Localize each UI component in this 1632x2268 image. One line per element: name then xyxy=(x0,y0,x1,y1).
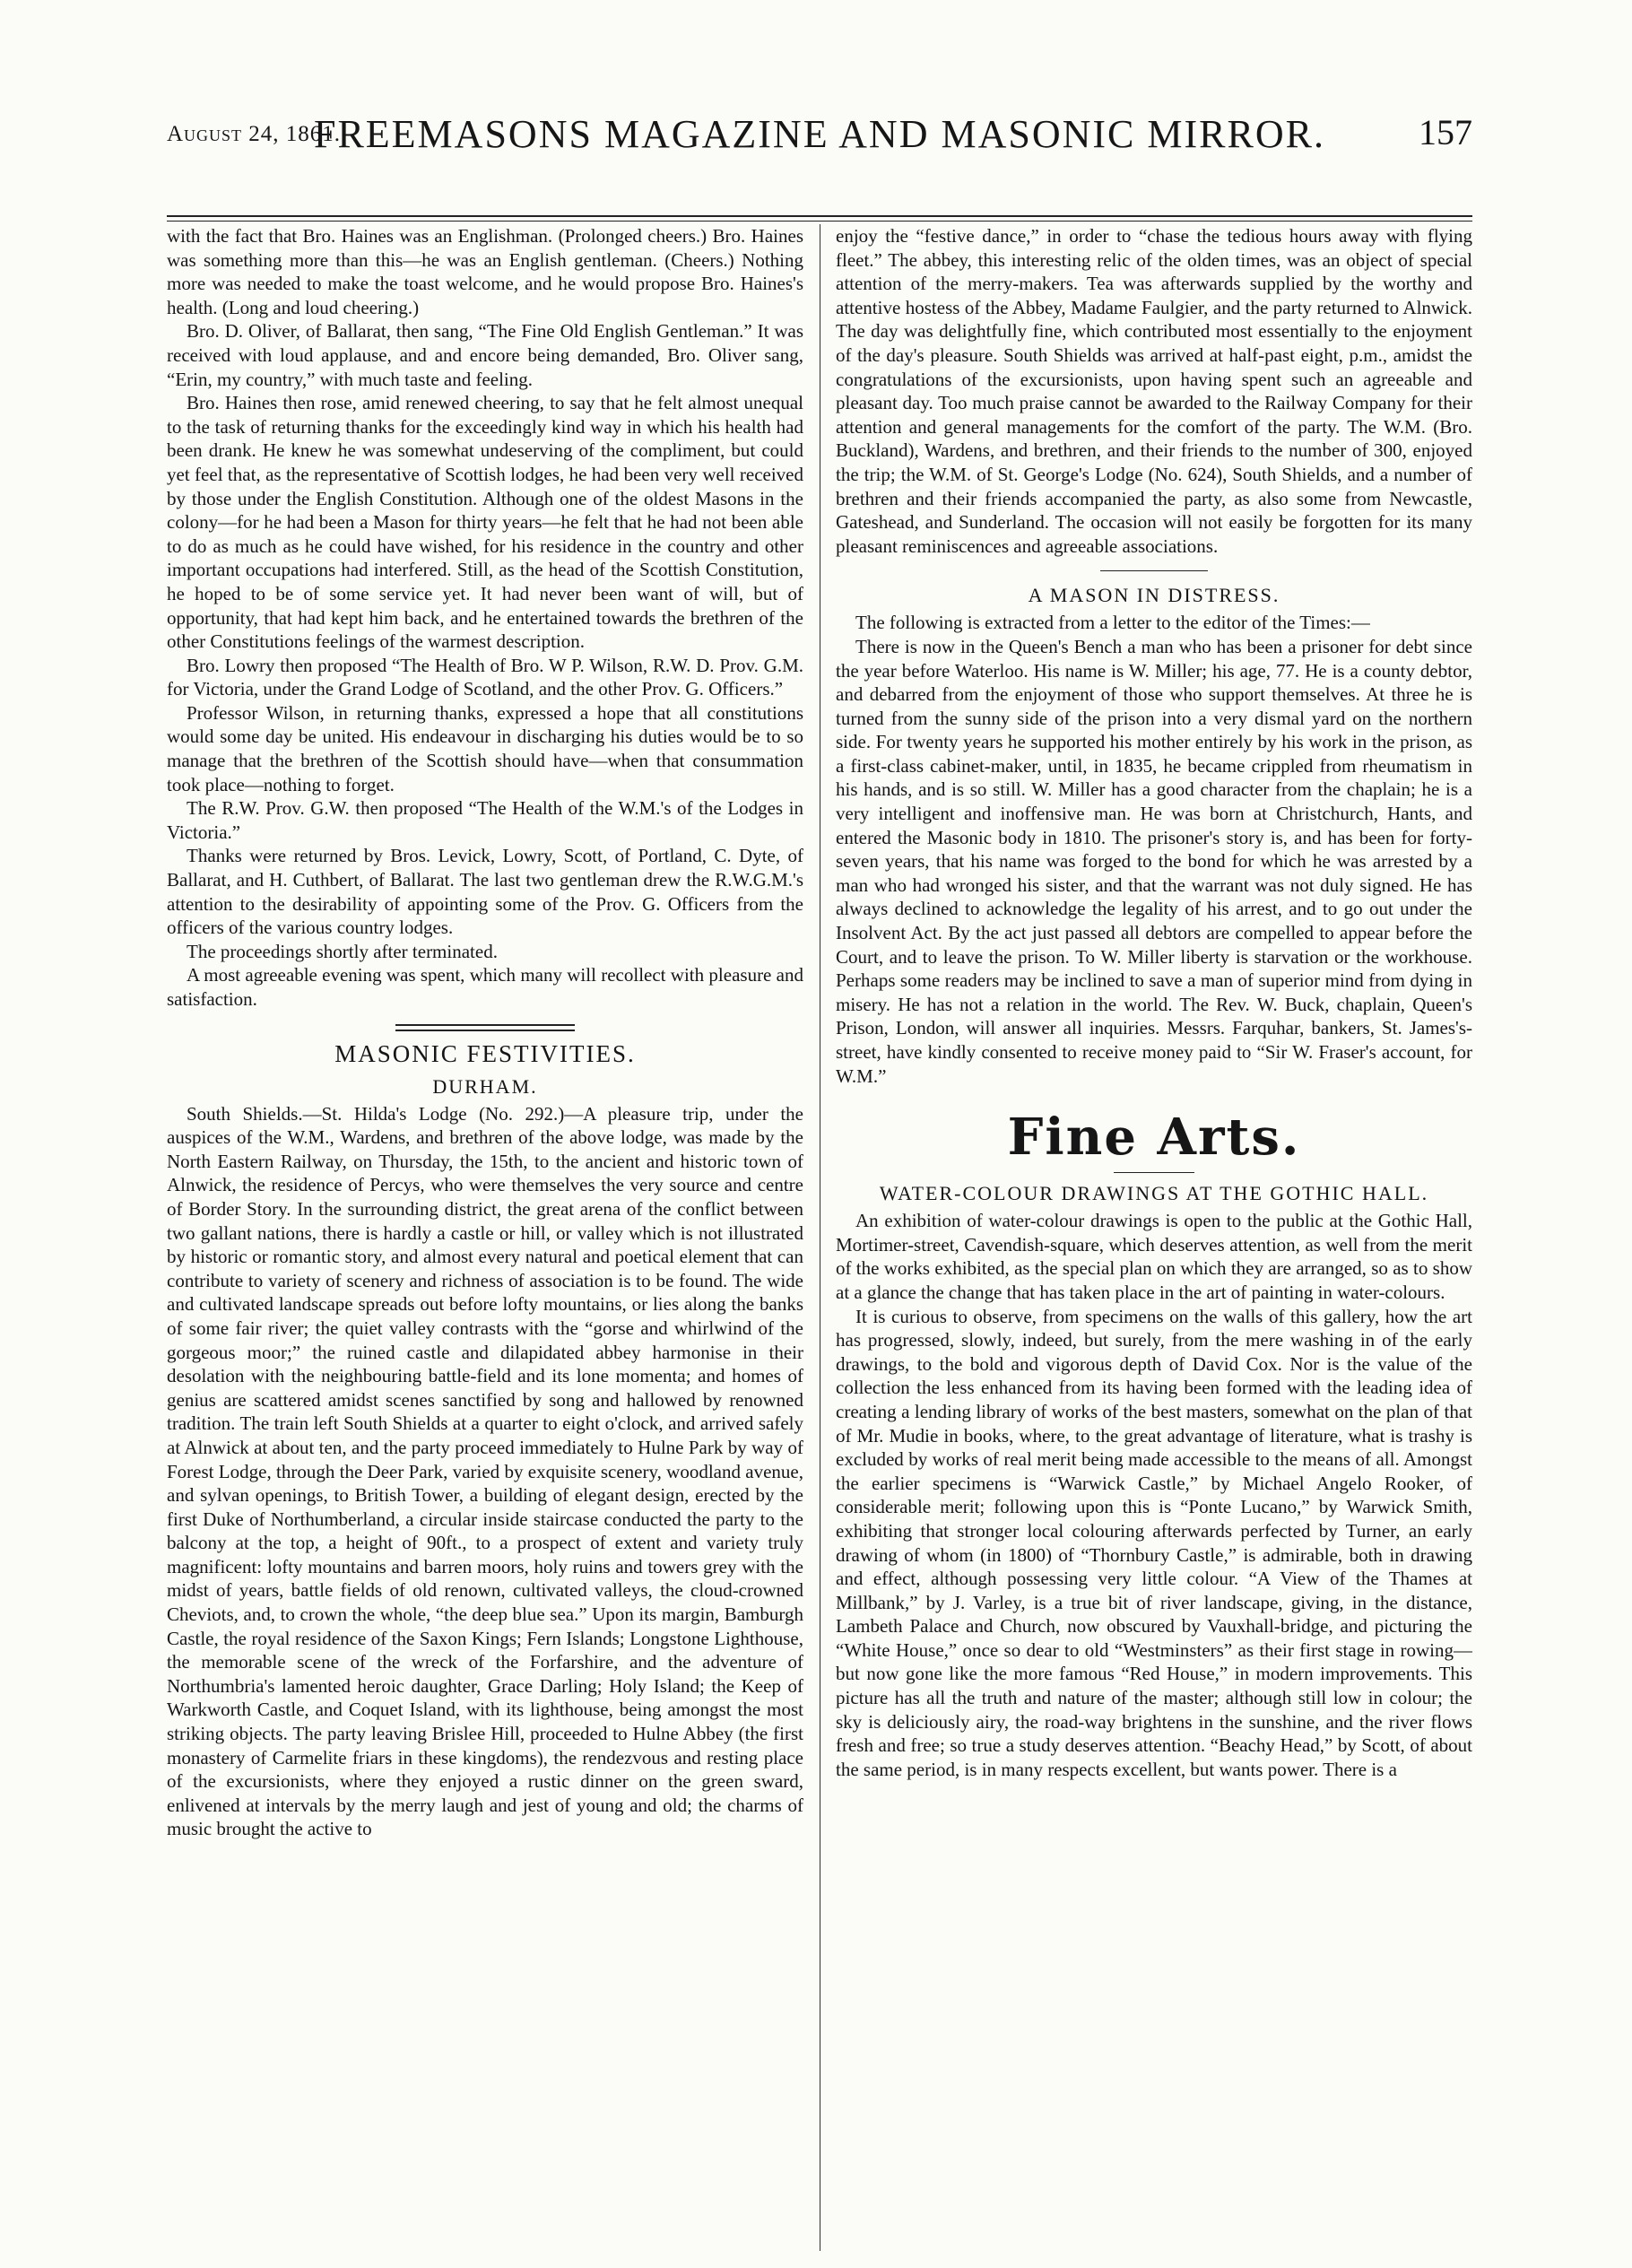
sub-heading: DURHAM. xyxy=(432,1074,538,1098)
section-heading: MASONIC FESTIVITIES. xyxy=(334,1039,636,1067)
page-number: 157 xyxy=(1419,112,1472,152)
article-paragraph: Bro. Lowry then proposed “The Health of Bro. W P. Wilson, R.W. D. Prov. G.M. for Victoria, under the Grand Lodge of Scotland, and the other Prov. G. Officers.” xyxy=(167,654,803,700)
article-paragraph: Bro. Haines then rose, amid renewed cheering, to say that he felt almost unequal to the task of returning thanks for the exceedingly kind way in which his health had been drank. He knew he was somewhat undeserving of the compliment, but could yet feel that, as the representative of Scottish lodges, he had been very well received by those under the English Constitution. Although one of the oldest Masons in the colony—for he had been a Mason for thirty years—he felt that he had not been able to do as much as he could have wished, for his residence in the country and other important occupations had interfered. Still, as the head of the Scottish Constitution, he hoped to be of some service yet. It had never been want of will, but of opportunity, that had kept him back, and he entertained towards the brethren of the other Constitutions feelings of the warmest description. xyxy=(167,392,803,653)
article-paragraph: The proceedings shortly after terminated. xyxy=(187,940,498,962)
article-paragraph: It is curious to observe, from specimens on the walls of this gallery, how the art has progressed, slowly, indeed, but surely, from the mere washing in of the early drawings, to the bold and vigorous depth of David Cox. Nor is the value of the collection the less enhanced from its having been formed with the leading idea of creating a lending library of works of the best masters, somewhat on the plan of that of Mr. Mudie in books, where, to the great advantage of literature, what is trashy is excluded by works of real merit being made accessible to the means of all. Amongst the earlier specimens is “Warwick Castle,” by Michael Angelo Rooker, of considerable merit; following upon this is “Ponte Lucano,” by Warwick Smith, exhibiting that stronger local colouring afterwards perfected by Turner, an early drawing of whom (in 1800) of “Thornbury Castle,” is admirable, both in drawing and effect, although possessing very little colour. “A View of the Thames at Millbank,” by J. Varley, is a true bit of river landscape, giving, in the distance, Lambeth Palace and Church, now obscured by Vauxhall-bridge, and picturing the “White House,” once so dear to old “Westminsters” as their first stage in rowing—but now gone like the more famous “Red House,” in modern improvements. This picture has all the truth and nature of the master; although still low in colour; the sky is deliciously airy, the road-way brightens in the sunshine, and the river flows fresh and free; so true a study deserves attention. “Beachy Head,” by Scott, of about the same period, is in many respects excellent, but wants power. There is a xyxy=(836,1305,1472,1780)
left-column xyxy=(167,224,803,2251)
article-paragraph: Thanks were returned by Bros. Levick, Lowry, Scott, of Portland, C. Dyte, of Ballarat, and H. Cuthbert, of Ballarat. The last two gentleman drew the R.W.G.M.'s attention to the desirability of appointing some of the Prov. G. Officers from the officers of the various country lodges. xyxy=(167,845,803,939)
section-heading: A MASON IN DISTRESS. xyxy=(1028,584,1280,607)
article-paragraph: There is now in the Queen's Bench a man who has been a prisoner for debt since the year before Waterloo. His name is W. Miller; his age, 77. He is a county debtor, and debarred from the enjoyment of those who support themselves. At three he is turned from the sunny side of the prison into a very dismal yard on the northern side. For twenty years he supported his mother entirely by his work in the prison, as a first-class cabinet-maker, until, in 1835, he became crippled from rheumatism in his hands, and is so still. W. Miller has a good character from the chaplain; he is a very intelligent and inoffensive man. He was born at Christchurch, Hants, and entered the Masonic body in 1810. The prisoner's story is, and has been for forty-seven years, that his name was forged to the bond for which he was arrested by a man who had wronged his sister, and that the warrant was not duly signed. He has always declined to acknowledge the legality of his arrest, and to go out under the Insolvent Act. By the act just passed all debtors are compelled to appear before the Court, and to leave the prison. To W. Miller liberty is starvation or the workhouse. Perhaps some readers may be inclined to save a man of superior mind from dying in misery. He has not a relation in the world. The Rev. W. Buck, chaplain, Queen's Prison, London, will answer all inquiries. Messrs. Farquhar, bankers, St. James's-street, have kindly consented to receive money paid to “Sir W. Fraser's account, for W.M.” xyxy=(836,635,1472,1087)
section-divider xyxy=(1114,1172,1194,1173)
article-paragraph: with the fact that Bro. Haines was an Englishman. (Prolonged cheers.) Bro. Haines was something more than this—he was an English gentleman. (Cheers.) Nothing more was needed to make the toast welcome, and he would propose Bro. Haines's health. (Long and loud cheering.) xyxy=(167,225,803,318)
article-paragraph: A most agreeable evening was spent, which many will recollect with pleasure and satisfaction. xyxy=(167,964,803,1010)
masthead-rule xyxy=(167,215,1472,222)
publication-title: FREEMASONS MAGAZINE AND MASONIC MIRROR. xyxy=(313,112,1325,156)
article-paragraph: An exhibition of water-colour drawings is open to the public at the Gothic Hall, Mortimer-street, Cavendish-square, which deserves attention, as well from the merit of the works exhibited, as the special plan on which they are arranged, so as to show at a glance the change that has taken place in the art of painting in water-colours. xyxy=(836,1210,1472,1303)
issue-date: August 24, 1861. xyxy=(167,122,342,146)
article-heading: WATER-COLOUR DRAWINGS AT THE GOTHIC HALL. xyxy=(879,1182,1429,1205)
section-divider xyxy=(1100,570,1208,571)
newspaper-page xyxy=(167,106,1472,1840)
article-paragraph: Professor Wilson, in returning thanks, expressed a hope that all constitutions would some day be united. His endeavour in discharging his duties would be to so manage that the brethren of the Scottish should have—when that consummation took place—nothing to forget. xyxy=(167,701,803,795)
masthead xyxy=(167,106,1472,163)
article-paragraph: The following is extracted from a letter to the editor of the Times:— xyxy=(855,612,1370,634)
section-divider xyxy=(395,1024,575,1031)
fine-arts-heading: Fine Arts. xyxy=(1007,1108,1301,1168)
right-column xyxy=(836,224,1472,2251)
article-paragraph: Bro. D. Oliver, of Ballarat, then sang, “The Fine Old English Gentleman.” It was received with loud applause, and and encore being demanded, Bro. Oliver sang, “Erin, my country,” with much taste and feeling. xyxy=(167,320,803,390)
article-paragraph: enjoy the “festive dance,” in order to “chase the tedious hours away with flying fleet.” The abbey, this interesting relic of the olden times, was an object of special attention of the merry-makers. Tea was afterwards supplied by the worthy and attentive hostess of the Abbey, Madame Faulgier, and the party returned to Alnwick. The day was delightfully fine, which contributed most essentially to the enjoyment of the day's pleasure. South Shields was arrived at half-past eight, p.m., amidst the congratulations of the excursionists, upon having spent such an agreeable and pleasant day. Too much praise cannot be awarded to the Railway Company for their attention and general managements for the comfort of the party. The W.M. (Bro. Buckland), Wardens, and brethren, and their friends to the number of 300, enjoyed the trip; the W.M. of St. George's Lodge (No. 624), South Shields, and a number of brethren and their friends accompanied the party, as also some from Newcastle, Gateshead, and Sunderland. The occasion will not easily be forgotten for its many pleasant reminiscences and agreeable associations. xyxy=(836,225,1472,557)
article-paragraph: The R.W. Prov. G.W. then proposed “The Health of the W.M.'s of the Lodges in Victoria.” xyxy=(167,797,803,843)
article-paragraph: South Shields.—St. Hilda's Lodge (No. 292.)—A pleasure trip, under the auspices of the W.M., Wardens, and brethren of the above lodge, was made by the North Eastern Railway, on Thursday, the 15th, to the ancient and historic town of Alnwick, the residence of Percys, who were themselves the very source and centre of Border Story. In the surrounding district, the great arena of the conflict between two gallant nations, there is hardly a castle or hill, or valley which is not illustrated by historic or romantic story, and almost every natural and poetical element that can contribute to variety of scenery and richness of association is to be found. The wide and cultivated landscape spreads out before lofty mountains, or lies along the banks of some fair river; the quiet valley contrasts with the “gorse and whirlwind of the gorgeous moor;” the ruined castle and dilapidated abbey harmonise in their desolation with the neighbouring battle-field and its lone momenta; and homes of genius are scattered amidst scenes sanctified by song and hallowed by renowned tradition. The train left South Shields at a quarter to eight o'clock, and arrived safely at Alnwick at about ten, and the party proceed immediately to Hulne Park by way of Forest Lodge, through the Deer Park, varied by exquisite scenery, woodland avenue, and sylvan openings, to British Tower, a building of elegant design, erected by the first Duke of Northumberland, a circular inside staircase conducted the party to the balcony at the top, a height of 90ft., to a prospect of extent and variety truly magnificent: lofty mountains and barren moors, holy ruins and towers grey with the midst of years, battle fields of old renown, cultivated valleys, the cloud-crowned Cheviots, and, to crown the whole, “the deep blue sea.” Upon its margin, Bamburgh Castle, the royal residence of the Saxon Kings; Fern Islands; Longstone Lighthouse, the memorable scene of the wreck of the Forfarshire, and the adventure of Northumbria's lamented heroic daughter, Grace Darling; Holy Island; the Keep of Warkworth Castle, and Coquet Island, with its lighthouse, being amongst the most striking objects. The party leaving Brislee Hill, proceeded to Hulne Abbey (the first monastery of Carmelite friars in these kingdoms), the rendezvous and resting place of the excursionists, where they enjoyed a rustic dinner on the green sward, enlivened at intervals by the merry laugh and jest of young and old; the charms of music brought the active to xyxy=(167,1102,803,1840)
